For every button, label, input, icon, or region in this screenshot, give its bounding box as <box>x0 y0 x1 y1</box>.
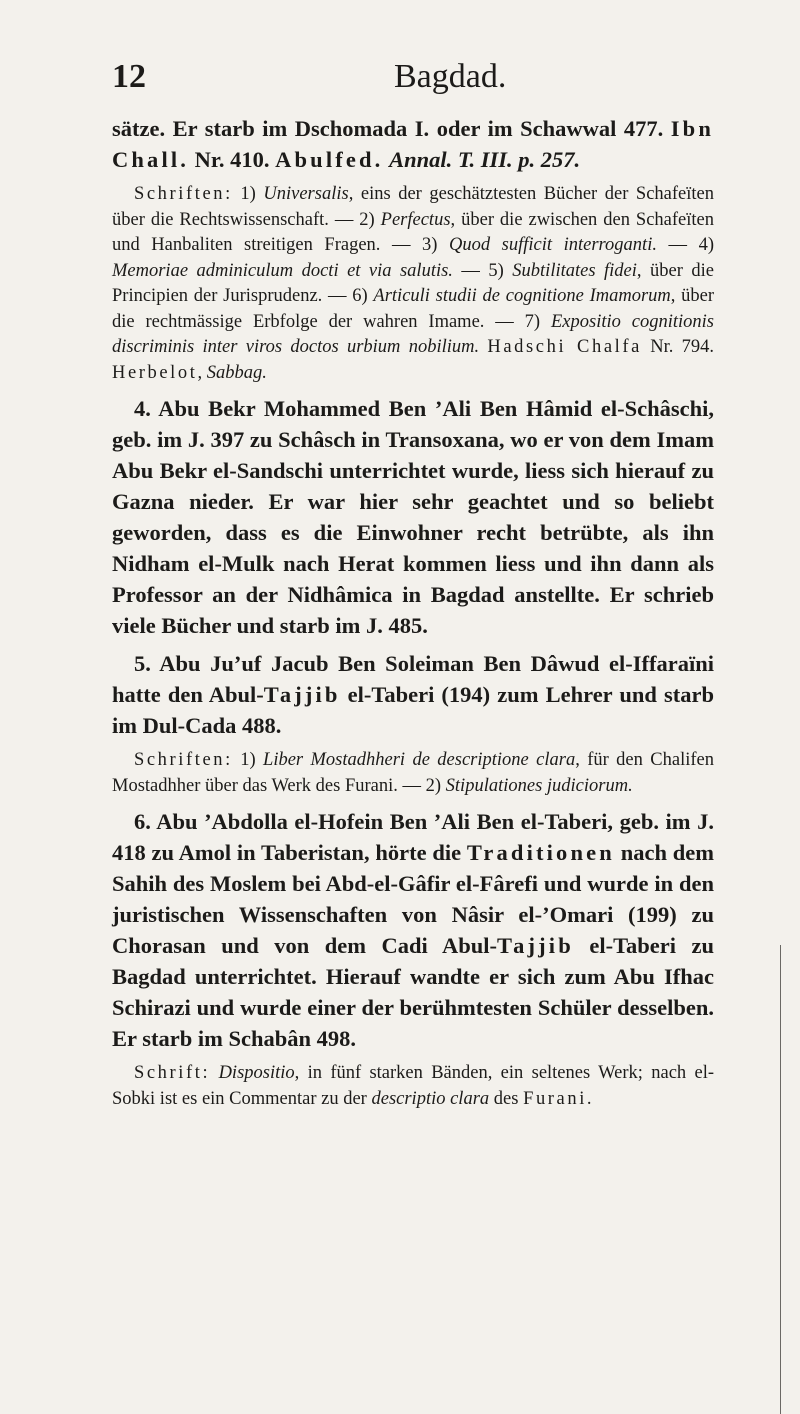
text-run: , über die zwischen den Schafeïten und Hanbaliten streitigen Fragen. — 3) <box>112 209 714 255</box>
text-run: 1) <box>232 184 264 204</box>
text-run: , für den Chalifen Mostadhher über das Werk des Furani. — 2) <box>112 750 714 796</box>
text-run: nach dem Sahih des Moslem bei Abd-el-Gâfir el-Fârefi und wurde in den juristischen Wissenschaften von Nâsir el-’Omari (199) zu Chorasan und von dem Cadi Abul- <box>112 840 714 958</box>
text-run: Perfectus <box>380 209 451 230</box>
text-run: el-Taberi zu Bagdad unterrichtet. Hierauf wandte er sich zum Abu Ifhac Schirazi und wurde einer der berühmtesten Schüler desselben. Er starb im Schabân 498. <box>112 933 714 1051</box>
text-run: el-Taberi (194) zum Lehrer und starb im Dul-Cada 488. <box>112 682 714 738</box>
paragraph-entry-6 <box>112 806 714 1054</box>
paragraph-schriften-2 <box>112 748 714 799</box>
text-run: Tajjib <box>497 933 574 958</box>
text-run: Schriften: <box>134 750 233 770</box>
text-run: , in fünf starken Bänden, ein seltenes Werk; nach el-Sobki ist es ein Commentar zu der <box>112 1063 715 1109</box>
text-run: Universalis <box>263 184 349 204</box>
text-run: Herbelot <box>112 362 198 383</box>
text-run: 1) <box>232 750 264 770</box>
text-run: 6. Abu ’Abdolla el-Hofein Ben ’Ali Ben el-Taberi, geb. im J. 418 zu Amol in Taberistan, hörte die <box>112 809 714 865</box>
paragraph-schriften-1 <box>112 182 714 386</box>
text-run <box>210 1063 218 1083</box>
text-run: Schriften: <box>134 184 233 204</box>
text-run: , über die Principien der Jurisprudenz. — 6) <box>112 260 714 306</box>
page-number: 12 <box>112 58 146 95</box>
text-run: Nr. 794. <box>641 337 715 357</box>
paragraph-entry-5 <box>112 648 714 741</box>
text-run: Furani. <box>523 1088 595 1109</box>
text-run: Nr. 410. <box>189 147 276 172</box>
text-run: Hadschi Chalfa <box>487 337 642 357</box>
text-run: Liber Mostadhheri de descriptione clara <box>263 750 576 770</box>
text-run: Expositio cognitionis discriminis inter viros doctos urbium nobilium. <box>112 311 714 357</box>
paragraph-schrift <box>112 1061 714 1112</box>
text-run: Stipulationes judiciorum. <box>445 775 633 796</box>
text-run: 5. Abu Ju’uf Jacub Ben Soleiman Ben Dâwud el-Iffaraïni hatte den Abul- <box>112 651 714 707</box>
text-run: descriptio clara <box>371 1088 490 1109</box>
text-run: Quod sufficit interroganti. <box>449 235 657 255</box>
text-run: Traditionen <box>466 840 615 865</box>
text-run: Schrift: <box>134 1063 211 1083</box>
page-body <box>112 113 714 1112</box>
text-run: , über die rechtmässige Erbfolge der wahren Imame. — 7) <box>112 286 715 332</box>
text-run: Annal. T. III. p. 257. <box>389 147 581 172</box>
text-run: Subtilitates fidei <box>512 260 637 281</box>
text-run: Tajjib <box>263 682 341 707</box>
text-run: , eins der geschätztesten Bücher der Schafeïten über die Rechtswissenschaft. — 2) <box>112 184 714 230</box>
running-title: Bagdad. <box>394 58 507 95</box>
text-run: des <box>489 1088 524 1109</box>
text-run: Dispositio <box>218 1063 295 1083</box>
text-run: Articuli studii de cognitione Imamorum <box>373 286 671 306</box>
text-run: Abulfed. <box>275 147 384 172</box>
text-run: Ibn Chall. <box>112 116 714 172</box>
text-run: — 5) <box>452 260 513 281</box>
text-run: , <box>197 362 207 383</box>
text-run: sätze. Er starb im Dschomada I. oder im Schawwal 477. <box>112 116 671 141</box>
text-run: — 4) <box>656 235 714 255</box>
text-run: Memoriae adminiculum docti et via salutis. <box>112 260 453 281</box>
page-edge-line <box>780 945 781 1414</box>
paragraph-entry-4: 4. Abu Bekr Mohammed Ben ’Ali Ben Hâmid el-Schâschi, geb. im J. 397 zu Schâsch in Transoxana, wo er von dem Imam Abu Bekr el-Sandschi unterrichtet wurde, liess sich hierauf zu Gazna nieder. Er war hier sehr geachtet und so beliebt geworden, dass es die Einwohner recht betrübte, als ihn Nidham el-Mulk nach Herat kommen liess und ihn dann als Professor an der Nidhâmica in Bagdad anstellte. Er schrieb viele Bücher und starb im J. 485. <box>112 396 714 638</box>
text-run: Sabbag. <box>206 362 267 383</box>
page-header <box>112 58 712 108</box>
paragraph-sätze <box>112 113 714 175</box>
